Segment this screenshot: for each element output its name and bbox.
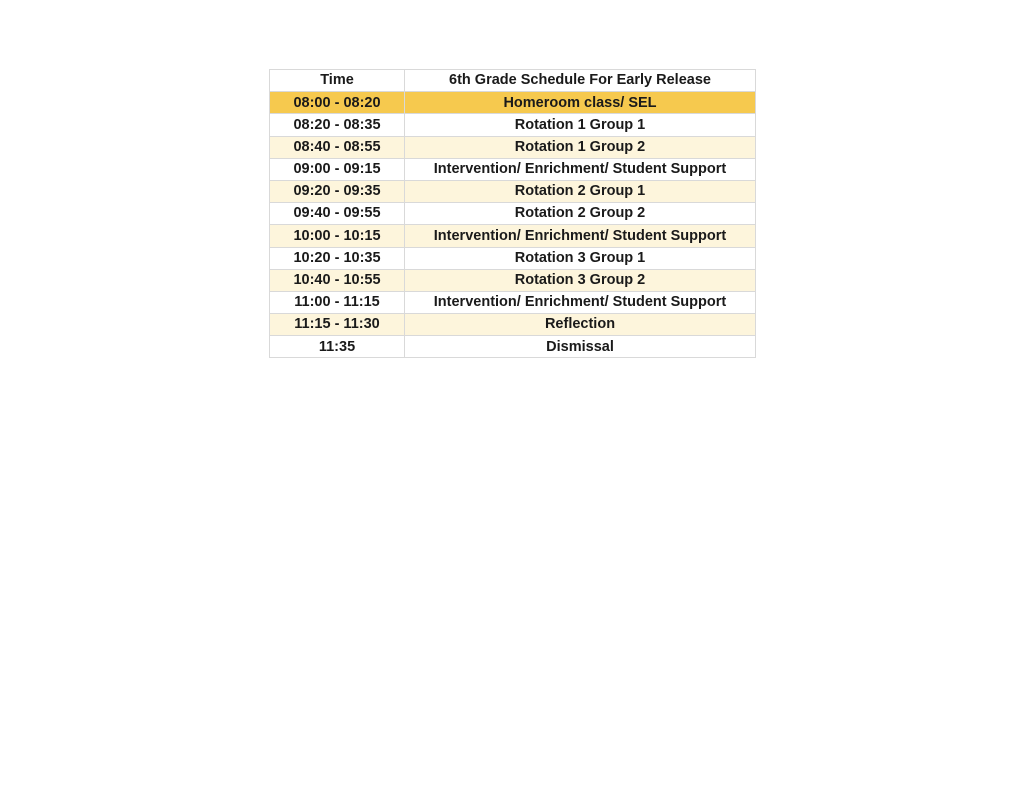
table-row	[270, 314, 756, 336]
table-row	[270, 336, 756, 358]
table-row	[270, 247, 756, 269]
activity-cell: Dismissal	[405, 336, 756, 358]
time-cell: 10:20 - 10:35	[270, 247, 405, 269]
time-cell: 08:40 - 08:55	[270, 136, 405, 158]
time-cell: 11:00 - 11:15	[270, 291, 405, 313]
activity-cell: Rotation 2 Group 2	[405, 203, 756, 225]
table-header	[270, 70, 756, 92]
time-cell: 09:00 - 09:15	[270, 158, 405, 180]
time-column-header: Time	[270, 70, 405, 92]
activity-cell: Rotation 1 Group 2	[405, 136, 756, 158]
table-row	[270, 291, 756, 313]
time-cell: 09:20 - 09:35	[270, 180, 405, 202]
time-cell: 08:20 - 08:35	[270, 114, 405, 136]
activity-cell: Rotation 2 Group 1	[405, 180, 756, 202]
activity-cell: Intervention/ Enrichment/ Student Support	[405, 225, 756, 247]
table-row	[270, 158, 756, 180]
table-row	[270, 203, 756, 225]
table-row	[270, 225, 756, 247]
time-cell: 11:35	[270, 336, 405, 358]
header-row	[270, 70, 756, 92]
activity-cell: Rotation 3 Group 1	[405, 247, 756, 269]
activity-cell: Homeroom class/ SEL	[405, 92, 756, 114]
schedule-table	[269, 69, 756, 358]
time-cell: 11:15 - 11:30	[270, 314, 405, 336]
activity-cell: Intervention/ Enrichment/ Student Support	[405, 158, 756, 180]
time-cell: 10:00 - 10:15	[270, 225, 405, 247]
table-row	[270, 180, 756, 202]
activity-cell: Reflection	[405, 314, 756, 336]
table-row	[270, 269, 756, 291]
time-cell: 08:00 - 08:20	[270, 92, 405, 114]
table-row	[270, 114, 756, 136]
time-cell: 09:40 - 09:55	[270, 203, 405, 225]
time-cell: 10:40 - 10:55	[270, 269, 405, 291]
table-row	[270, 136, 756, 158]
table-body	[270, 92, 756, 358]
activity-cell: Rotation 3 Group 2	[405, 269, 756, 291]
activity-cell: Intervention/ Enrichment/ Student Support	[405, 291, 756, 313]
activity-column-header: 6th Grade Schedule For Early Release	[405, 70, 756, 92]
activity-cell: Rotation 1 Group 1	[405, 114, 756, 136]
table-row	[270, 92, 756, 114]
